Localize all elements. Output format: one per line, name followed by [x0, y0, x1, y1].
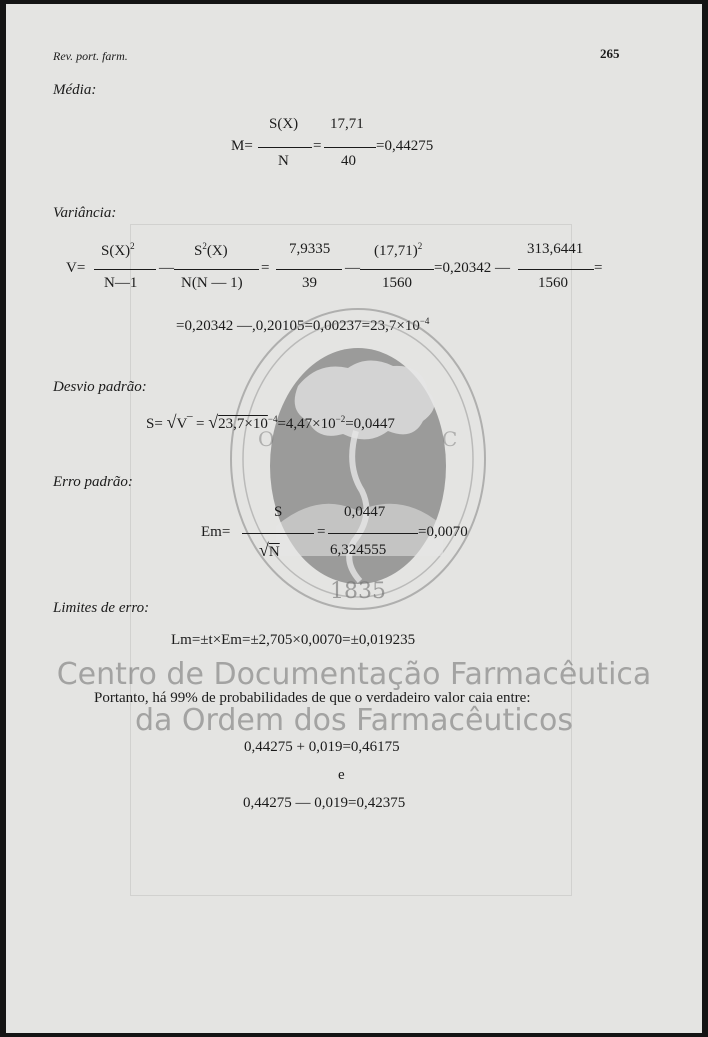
range-connector: e: [338, 767, 345, 783]
variancia-bar-2: [174, 269, 259, 270]
variancia-d3: 39: [302, 275, 317, 291]
desvio-formula: S= √V‾ = $√23,7\times 10^{-4}=4,47\times 10^{-2}=0,0447$: [146, 412, 395, 432]
svg-text:C: C: [442, 427, 458, 451]
variancia-bar-3: [276, 269, 342, 270]
erro-eq1: =: [317, 524, 326, 540]
section-limites-heading: Limites de erro:: [53, 600, 150, 616]
range-upper: 0,44275 + 0,019=0,46175: [244, 739, 400, 755]
range-lower: 0,44275 — 0,019=0,42375: [243, 795, 406, 811]
variancia-n1: $S(X)^2$: [101, 241, 135, 259]
variancia-d5: 1560: [538, 275, 568, 291]
erro-num1: S: [274, 504, 283, 520]
erro-result: =0,0070: [418, 524, 468, 540]
media-result: =0,44275: [376, 138, 434, 154]
variancia-minus1: —: [159, 260, 174, 276]
erro-bar-2: [328, 533, 418, 534]
media-den1: N: [278, 153, 289, 169]
variancia-n3: 7,9335: [289, 241, 331, 257]
media-fraction-bar-1: [258, 147, 312, 148]
media-den2: 40: [341, 153, 356, 169]
page-number: 265: [600, 46, 620, 61]
document-page: [6, 4, 702, 1033]
variancia-lhs: V=: [66, 260, 86, 276]
variancia-eq1: =: [261, 260, 270, 276]
erro-den1: √N: [259, 540, 280, 560]
variancia-eq-end: =: [594, 260, 603, 276]
variancia-mid: =0,20342 —: [434, 260, 510, 276]
media-num2: 17,71: [330, 116, 364, 132]
variancia-bar-4: [360, 269, 434, 270]
svg-text:O: O: [258, 427, 275, 451]
seal-year: 1835: [330, 579, 386, 604]
variancia-bar-5: [518, 269, 594, 270]
watermark-line-2: da Ordem dos Farmacêuticos: [134, 703, 574, 738]
erro-den2: 6,324555: [330, 542, 387, 558]
variancia-n2: $S^2(X)$: [194, 241, 228, 259]
watermark-line-1: Centro de Documentação Farmacêutica: [56, 657, 652, 692]
variancia-bar-1: [94, 269, 156, 270]
variancia-line2: =0,20342 $—,0,20105=0,00237=23,7\times 10^{-4}$: [176, 316, 430, 334]
variancia-n4: $(17,71)^2$: [374, 241, 423, 259]
variancia-d2: N(N — 1): [181, 275, 243, 291]
media-lhs: M=: [231, 138, 253, 154]
variancia-n5: 313,6441: [527, 241, 584, 257]
erro-bar-1: [242, 533, 314, 534]
seal-watermark: [228, 306, 488, 612]
section-erro-heading: Erro padrão:: [53, 474, 133, 490]
limites-formula: Lm=±t×Em=±2,705×0,0070=±0,019235: [171, 632, 416, 648]
erro-num2: 0,0447: [344, 504, 386, 520]
section-media-heading: Média:: [53, 82, 97, 98]
media-num1: S(X): [269, 116, 299, 132]
section-desvio-heading: Desvio padrão:: [53, 379, 147, 395]
media-fraction-bar-2: [324, 147, 376, 148]
erro-lhs: Em=: [201, 524, 231, 540]
conclusion-sentence: Portanto, há 99% de probabilidades de que o verdadeiro valor caia entre:: [94, 690, 531, 706]
variancia-d1: N—1: [104, 275, 138, 291]
media-eq1: =: [313, 138, 322, 154]
running-header: Rev. port. farm.: [53, 49, 128, 63]
variancia-d4: 1560: [382, 275, 412, 291]
variancia-minus2: —: [345, 260, 360, 276]
section-variancia-heading: Variância:: [53, 205, 117, 221]
